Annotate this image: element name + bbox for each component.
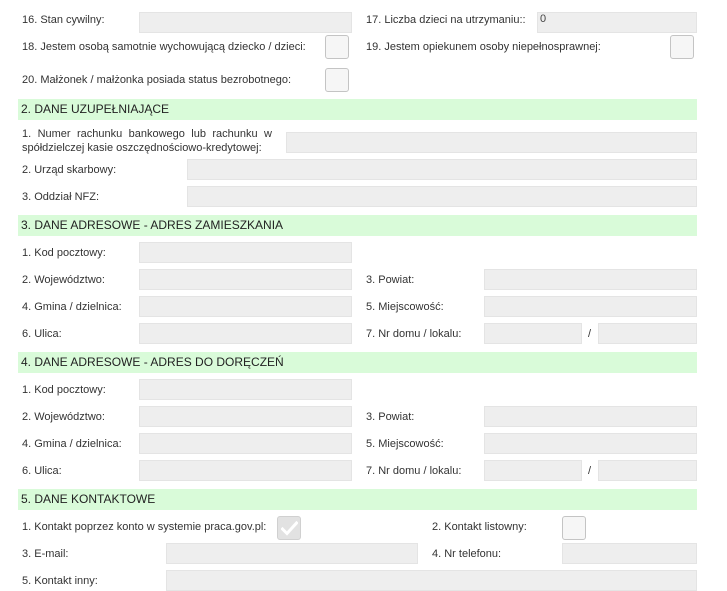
section-header-supplementary: 2. DANE UZUPEŁNIAJĄCE bbox=[18, 99, 697, 120]
letter-contact-checkbox[interactable] bbox=[562, 516, 586, 540]
phone-label: 4. Nr telefonu: bbox=[432, 548, 502, 560]
other-contact-label: 5. Kontakt inny: bbox=[22, 575, 98, 587]
phone-input[interactable] bbox=[562, 543, 697, 564]
res-county-input[interactable] bbox=[484, 269, 697, 290]
del-voivodeship-label: 2. Województwo: bbox=[22, 411, 105, 423]
caregiver-checkbox[interactable] bbox=[670, 35, 694, 59]
section-header-contact: 5. DANE KONTAKTOWE bbox=[18, 489, 697, 510]
res-postal-code-label: 1. Kod pocztowy: bbox=[22, 247, 106, 259]
civil-status-label: 16. Stan cywilny: bbox=[22, 14, 105, 26]
children-count-input[interactable] bbox=[537, 12, 697, 33]
bank-account-label: 1. Numer rachunku bankowego lub rachunku w spółdzielczej kasie oszczędnościowo-kredytowej: bbox=[22, 128, 272, 154]
del-municipality-input[interactable] bbox=[139, 433, 352, 454]
res-locality-label: 5. Miejscowość: bbox=[366, 301, 444, 313]
del-postal-code-label: 1. Kod pocztowy: bbox=[22, 384, 106, 396]
del-voivodeship-input[interactable] bbox=[139, 406, 352, 427]
section-header-residence-address: 3. DANE ADRESOWE - ADRES ZAMIESZKANIA bbox=[18, 215, 697, 236]
res-county-label: 3. Powiat: bbox=[366, 274, 415, 286]
checkmark-icon bbox=[281, 521, 298, 536]
account-contact-label: 1. Kontakt poprzez konto w systemie praca.gov.pl: bbox=[22, 521, 267, 533]
res-house-number-label: 7. Nr domu / lokalu: bbox=[366, 328, 462, 340]
children-count-value: 0 bbox=[540, 13, 547, 25]
del-house-number-input[interactable] bbox=[484, 460, 582, 481]
del-county-label: 3. Powiat: bbox=[366, 411, 415, 423]
email-label: 3. E-mail: bbox=[22, 548, 69, 560]
res-house-number-input[interactable] bbox=[484, 323, 582, 344]
del-locality-label: 5. Miejscowość: bbox=[366, 438, 444, 450]
account-contact-checkbox[interactable] bbox=[277, 516, 301, 540]
del-house-number-label: 7. Nr domu / lokalu: bbox=[366, 465, 462, 477]
res-apartment-number-input[interactable] bbox=[598, 323, 697, 344]
spouse-unemployed-label: 20. Małżonek / małżonka posiada status bezrobotnego: bbox=[22, 74, 292, 86]
caregiver-label: 19. Jestem opiekunem osoby niepełnosprawnej: bbox=[366, 41, 601, 53]
del-number-separator: / bbox=[588, 465, 592, 477]
nfz-branch-label: 3. Oddział NFZ: bbox=[22, 191, 100, 203]
single-parent-label: 18. Jestem osobą samotnie wychowującą dziecko / dzieci: bbox=[22, 41, 306, 53]
del-street-label: 6. Ulica: bbox=[22, 465, 62, 477]
nfz-branch-input[interactable] bbox=[187, 186, 697, 207]
bank-account-input[interactable] bbox=[286, 132, 697, 153]
spouse-unemployed-checkbox[interactable] bbox=[325, 68, 349, 92]
del-municipality-label: 4. Gmina / dzielnica: bbox=[22, 438, 122, 450]
del-street-input[interactable] bbox=[139, 460, 352, 481]
del-locality-input[interactable] bbox=[484, 433, 697, 454]
res-voivodeship-label: 2. Województwo: bbox=[22, 274, 105, 286]
tax-office-input[interactable] bbox=[187, 159, 697, 180]
letter-contact-label: 2. Kontakt listowny: bbox=[432, 521, 527, 533]
res-number-separator: / bbox=[588, 328, 592, 340]
res-municipality-input[interactable] bbox=[139, 296, 352, 317]
email-input[interactable] bbox=[166, 543, 418, 564]
res-street-label: 6. Ulica: bbox=[22, 328, 62, 340]
del-apartment-number-input[interactable] bbox=[598, 460, 697, 481]
tax-office-label: 2. Urząd skarbowy: bbox=[22, 164, 117, 176]
section-header-delivery-address: 4. DANE ADRESOWE - ADRES DO DORĘCZEŃ bbox=[18, 352, 697, 373]
res-postal-code-input[interactable] bbox=[139, 242, 352, 263]
single-parent-checkbox[interactable] bbox=[325, 35, 349, 59]
civil-status-input[interactable] bbox=[139, 12, 352, 33]
del-postal-code-input[interactable] bbox=[139, 379, 352, 400]
res-municipality-label: 4. Gmina / dzielnica: bbox=[22, 301, 122, 313]
res-voivodeship-input[interactable] bbox=[139, 269, 352, 290]
other-contact-input[interactable] bbox=[166, 570, 697, 591]
children-count-label: 17. Liczba dzieci na utrzymaniu:: bbox=[366, 14, 526, 26]
res-street-input[interactable] bbox=[139, 323, 352, 344]
del-county-input[interactable] bbox=[484, 406, 697, 427]
res-locality-input[interactable] bbox=[484, 296, 697, 317]
